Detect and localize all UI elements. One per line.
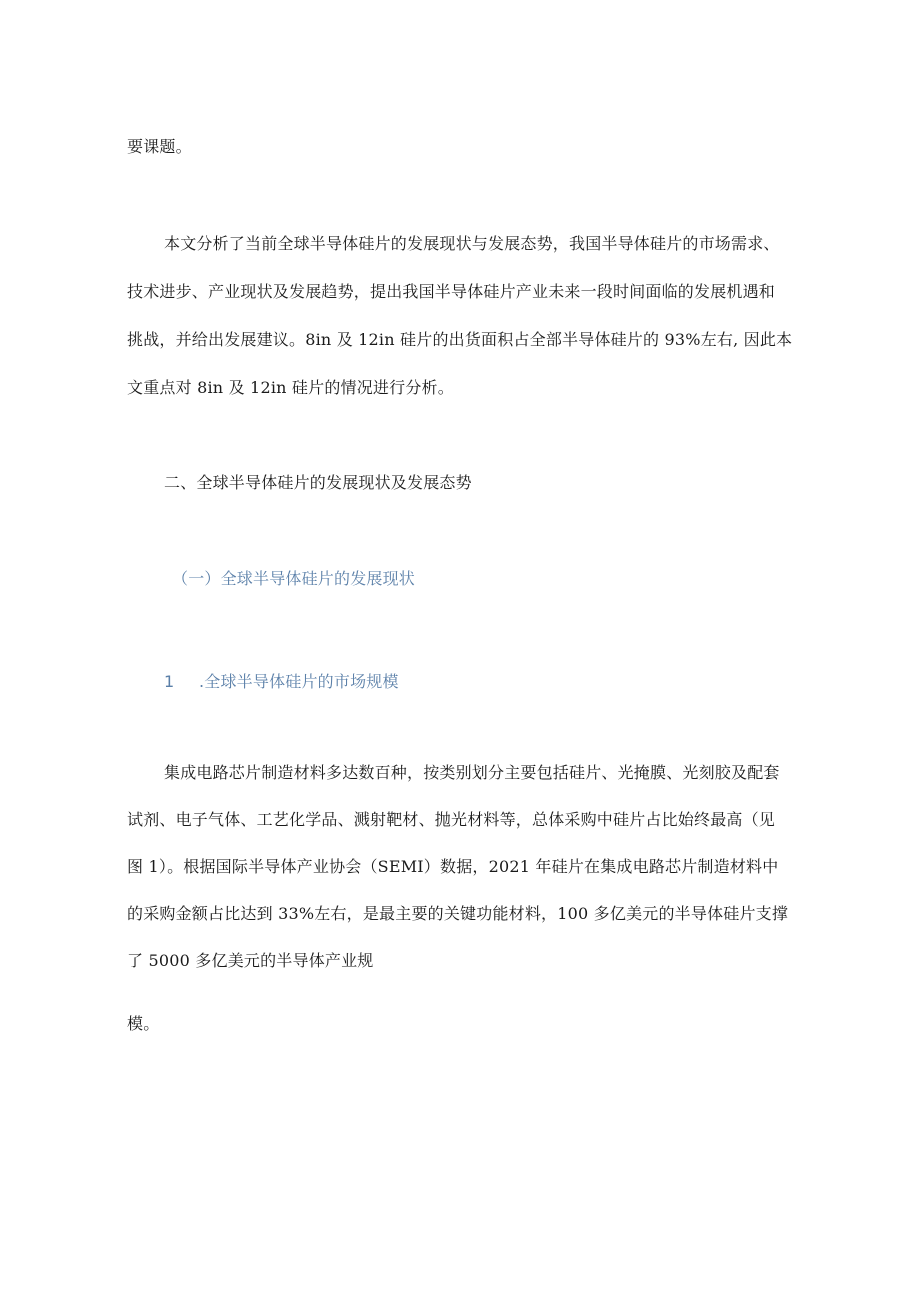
body-line-4: 的采购金额占比达到 33%左右，是最主要的关键功能材料，100 多亿美元的半导体硅片支撑 <box>127 904 789 923</box>
item-heading <box>164 672 399 692</box>
intro-line-2: 技术进步、产业现状及发展趋势，提出我国半导体硅片产业未来一段时间面临的发展机遇和 <box>127 282 776 301</box>
body-line-3: 图 1）。根据国际半导体产业协会（SEMI）数据，2021 年硅片在集成电路芯片制造材料中 <box>127 857 779 876</box>
lead-fragment: 要课题。 <box>127 137 192 156</box>
subsection-heading: （一）全球半导体硅片的发展现状 <box>172 569 416 588</box>
body-line-5: 了 5000 多亿美元的半导体产业规 <box>127 951 374 970</box>
trailing-fragment: 模。 <box>127 1014 160 1033</box>
section-heading: 二、全球半导体硅片的发展现状及发展态势 <box>164 473 472 492</box>
body-line-1: 集成电路芯片制造材料多达数百种，按类别划分主要包括硅片、光掩膜、光刻胶及配套 <box>164 763 780 782</box>
intro-line-3: 挑战，并给出发展建议。8in 及 12in 硅片的出货面积占全部半导体硅片的 93%左右, 因此本 <box>127 330 793 349</box>
intro-line-4: 文重点对 8in 及 12in 硅片的情况进行分析。 <box>127 378 454 397</box>
item-number: 1 <box>164 672 175 691</box>
intro-line-1: 本文分析了当前全球半导体硅片的发展现状与发展态势，我国半导体硅片的市场需求、 <box>164 234 780 253</box>
body-line-2: 试剂、电子气体、工艺化学品、溅射靶材、抛光材料等，总体采购中硅片占比始终最高（见 <box>127 810 776 829</box>
item-title: .全球半导体硅片的市场规模 <box>198 672 399 691</box>
